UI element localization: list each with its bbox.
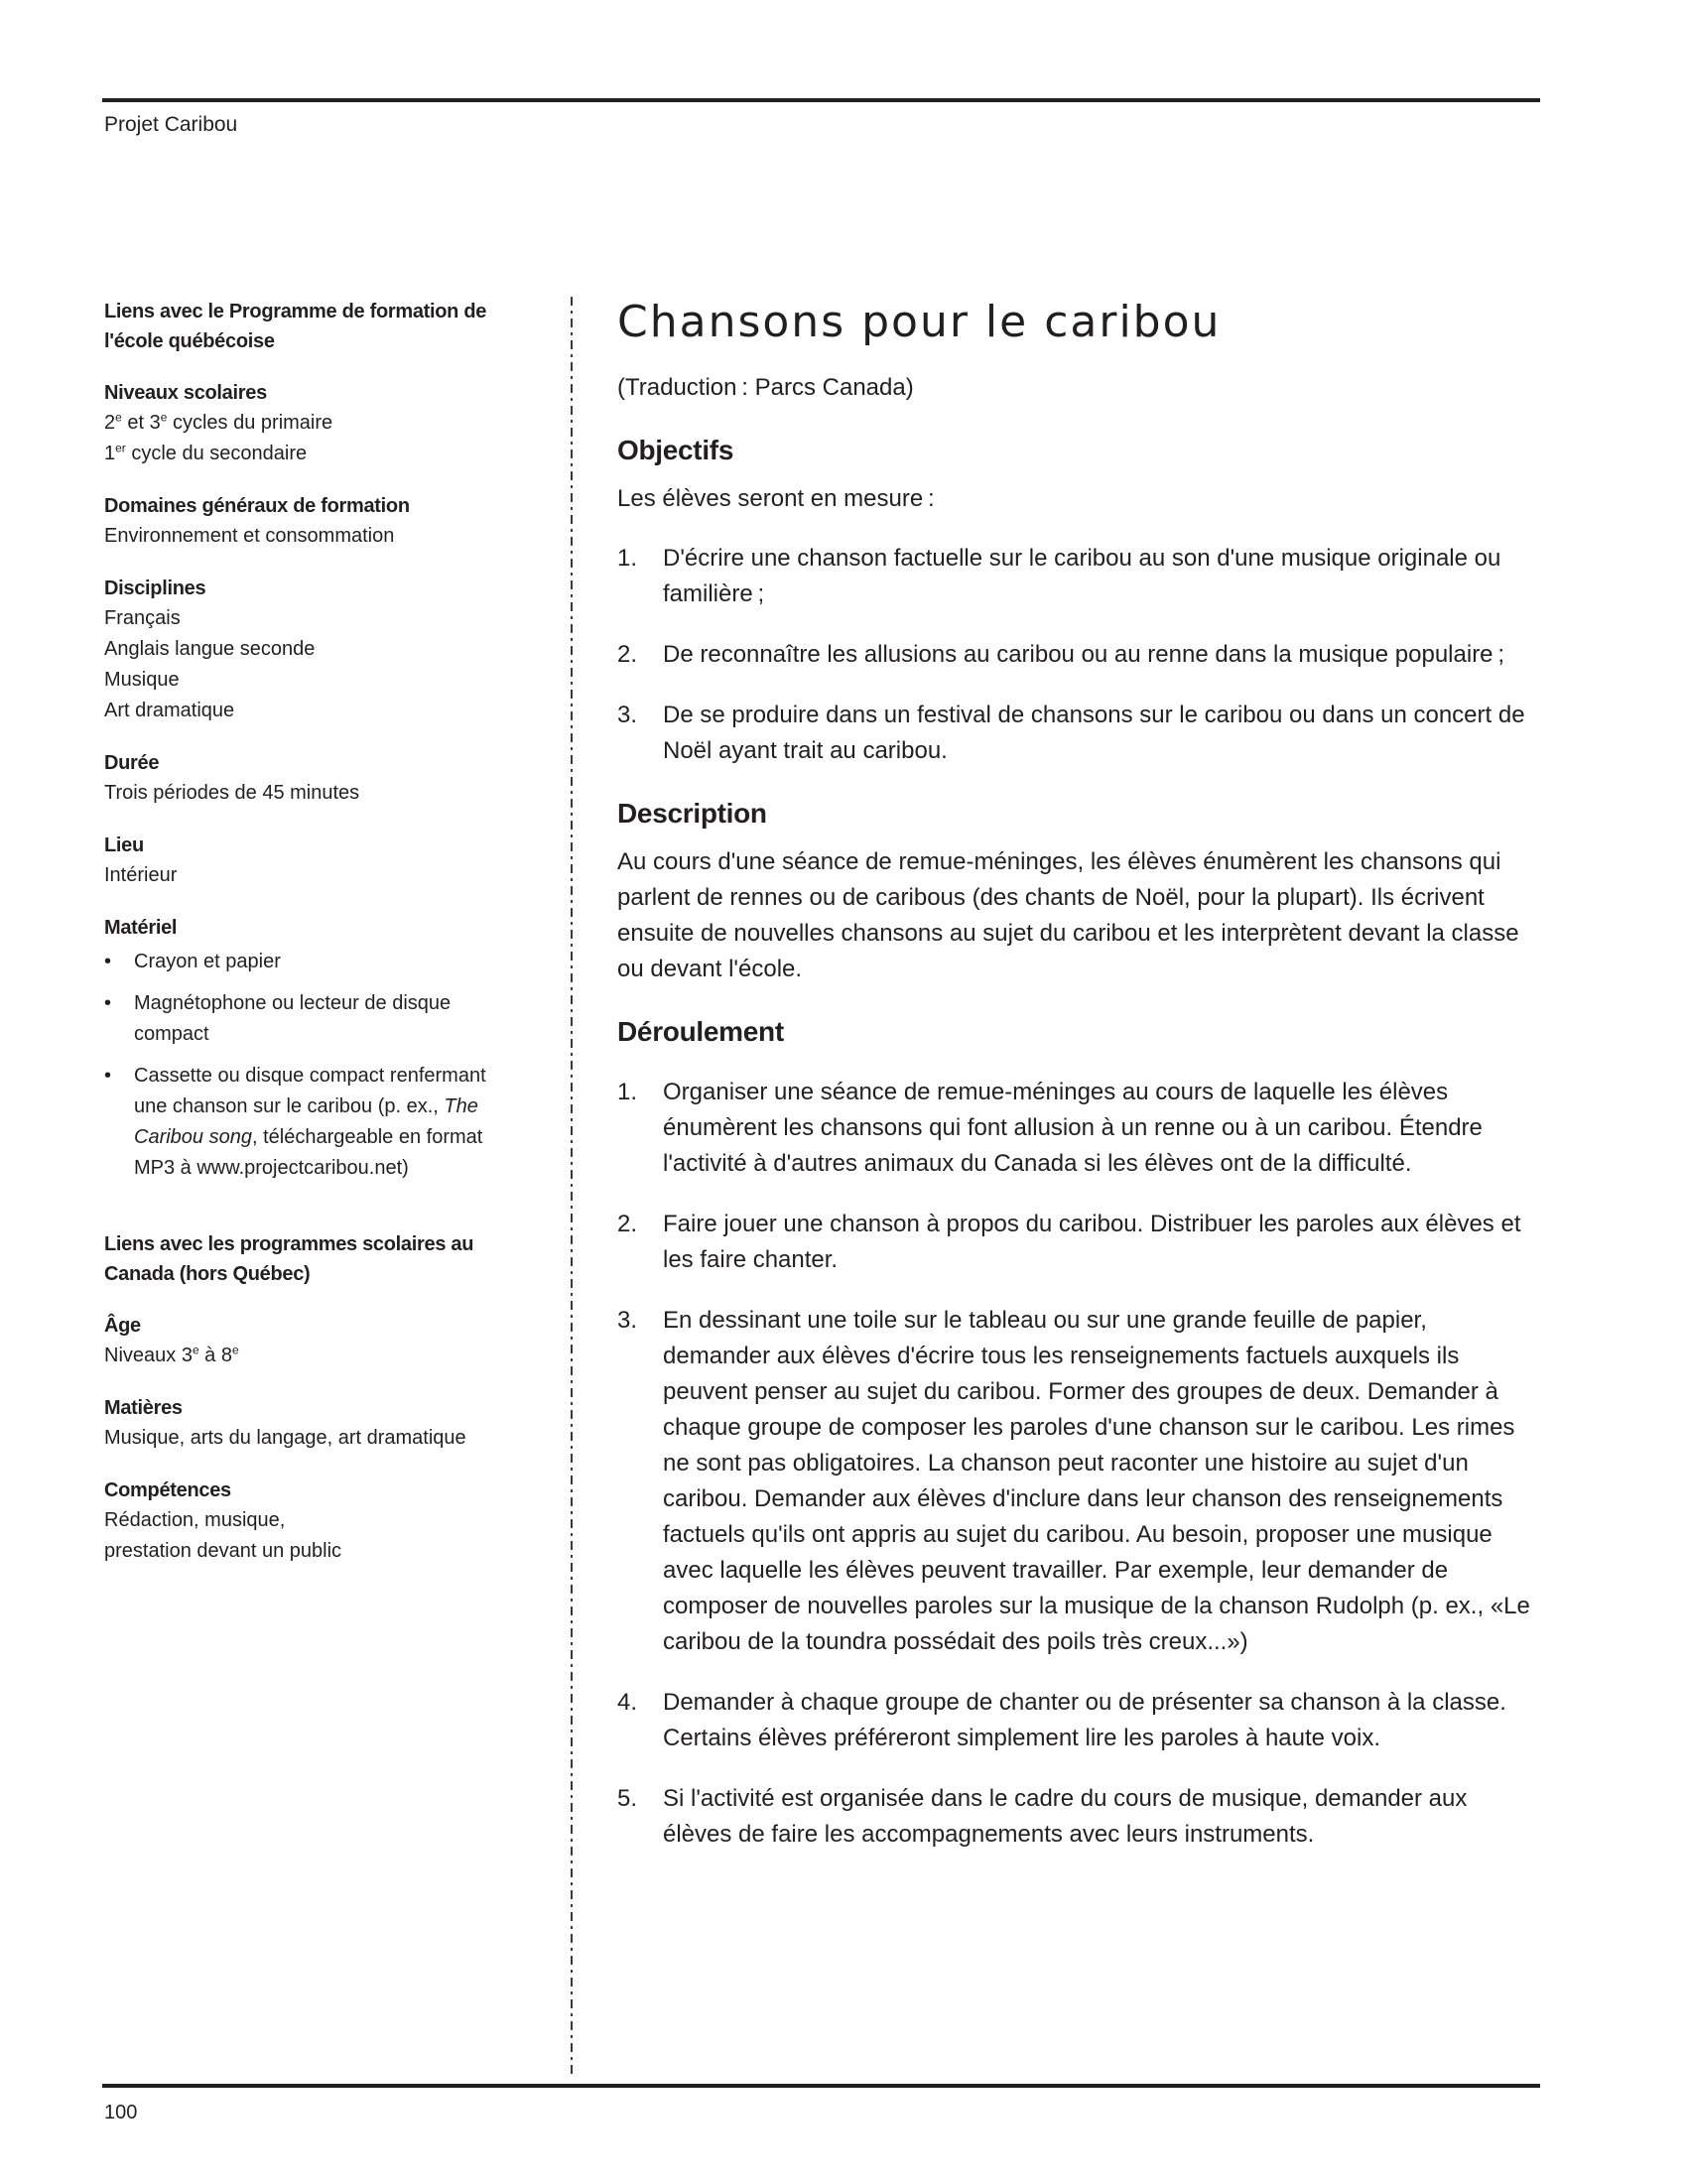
sidebar-line-domaines: Environnement et consommation — [104, 525, 395, 547]
bullet-marker: • — [104, 951, 112, 972]
item-text: Si l'activité est organisée dans le cadre du cours de musique, demander aux élèves de faire les accompagnements avec leurs instruments. — [663, 1785, 1468, 1848]
sidebar-line-competences-1: Rédaction, musique, — [104, 1509, 286, 1531]
objectifs-item-1 — [617, 541, 1540, 612]
item-text: En dessinant une toile sur le tableau ou sur une grande feuille de papier, demander aux élèves d'écrire tous les renseignements factuels auxquels ils peuvent penser au sujet du caribou. Former des groupes de deux. Demander à chaque groupe de composer les paroles d'une chanson sur le caribou. Les rimes ne sont pas obligatoires. La chanson peut raconter une histoire au sujet d'un caribou. Demander aux élèves d'inclure dans leur chanson des renseignements factuels qu'ils ont appris au sujet du caribou. Au besoin, proposer une musique avec laquelle les élèves peuvent travailler. Par exemple, leur demander de composer de nouvelles paroles sur la musique de la chanson Rudolph (p. ex., «Le caribou de la toundra possédait des poils très creux...») — [663, 1307, 1530, 1655]
section-heading-deroulement: Déroulement — [617, 1016, 784, 1047]
running-header: Projet Caribou — [104, 113, 238, 136]
item-number: 3. — [617, 702, 638, 728]
sidebar-heading-disciplines: Disciplines — [104, 578, 206, 599]
sidebar-line-discipline-anglais: Anglais langue seconde — [104, 638, 316, 660]
text-fragment: cycle du secondaire — [125, 443, 308, 464]
materiel-item-text — [134, 1061, 519, 1184]
materiel-item — [104, 1061, 519, 1184]
activity-title: Chansons pour le caribou — [617, 297, 1222, 347]
sidebar-line-niveaux-2 — [104, 439, 519, 469]
item-number: 5. — [617, 1785, 638, 1812]
description-paragraph: Au cours d'une séance de remue-méninges, les élèves énumèrent les chansons qui parlent de rennes ou de caribous (des chants de Noël, pour la plupart). Ils écrivent ensuite de nouvelles chansons au sujet du caribou et les interprètent devant la classe ou devant l'école. — [617, 848, 1519, 982]
item-text: De reconnaître les allusions au caribou ou au renne dans la musique populaire ; — [663, 641, 1505, 668]
sidebar-line-age — [104, 1341, 519, 1371]
objectifs-intro: Les élèves seront en mesure : — [617, 485, 935, 512]
item-text: Faire jouer une chanson à propos du caribou. Distribuer les paroles aux élèves et les faire chanter. — [663, 1211, 1521, 1273]
text-fragment: Cassette ou disque compact renfermant une chanson sur le caribou (p. ex., — [134, 1065, 486, 1117]
sidebar-heading-programmes-canada: Liens avec les programmes scolaires au Canada (hors Québec) — [104, 1233, 474, 1285]
deroulement-item-2 — [617, 1207, 1540, 1278]
top-rule — [102, 98, 1540, 102]
item-text: Demander à chaque groupe de chanter ou de présenter sa chanson à la classe. Certains élèves préféreront simplement lire les paroles à haute voix. — [663, 1689, 1506, 1751]
text-fragment: à 8 — [198, 1345, 232, 1366]
item-text: D'écrire une chanson factuelle sur le caribou au son d'une musique originale ou familière ; — [663, 545, 1501, 607]
text-fragment: et 3 — [121, 412, 161, 434]
item-number: 2. — [617, 641, 638, 668]
item-number: 3. — [617, 1307, 638, 1334]
deroulement-item-5 — [617, 1781, 1540, 1853]
objectifs-item-3 — [617, 698, 1540, 769]
section-heading-objectifs: Objectifs — [617, 435, 734, 465]
item-number: 1. — [617, 1079, 638, 1105]
item-number: 4. — [617, 1689, 638, 1716]
objectifs-list — [617, 541, 1540, 769]
sidebar — [104, 297, 519, 2074]
item-number: 2. — [617, 1211, 638, 1237]
materiel-item-text: Magnétophone ou lecteur de disque compact — [134, 992, 452, 1045]
dashed-column-divider — [571, 297, 573, 2074]
content-area — [104, 297, 1540, 2074]
deroulement-item-4 — [617, 1685, 1540, 1756]
deroulement-list — [617, 1075, 1540, 1853]
sidebar-line-matieres: Musique, arts du langage, art dramatique — [104, 1427, 466, 1449]
item-number: 1. — [617, 545, 638, 572]
materiel-item — [104, 947, 519, 977]
sidebar-line-duree: Trois périodes de 45 minutes — [104, 782, 360, 804]
text-fragment: 2 — [104, 412, 116, 434]
sidebar-line-competences-2: prestation devant un public — [104, 1540, 342, 1562]
superscript: e — [115, 410, 122, 425]
page-number: 100 — [104, 2102, 138, 2123]
sidebar-heading-domaines: Domaines généraux de formation — [104, 495, 410, 517]
main-column — [617, 297, 1540, 2074]
deroulement-item-1 — [617, 1075, 1540, 1182]
translation-credit: (Traduction : Parcs Canada) — [617, 374, 914, 401]
sidebar-heading-duree: Durée — [104, 752, 160, 774]
materiel-item-text: Crayon et papier — [134, 951, 281, 972]
bottom-rule — [102, 2084, 1540, 2088]
text-fragment: Niveaux 3 — [104, 1345, 193, 1366]
sidebar-line-lieu: Intérieur — [104, 864, 178, 886]
deroulement-item-3 — [617, 1303, 1540, 1660]
superscript: e — [192, 1343, 199, 1357]
materiel-list — [104, 947, 519, 1184]
superscript: e — [160, 410, 168, 425]
sidebar-heading-lieu: Lieu — [104, 835, 144, 856]
item-text: Organiser une séance de remue-méninges au cours de laquelle les élèves énumèrent les chansons qui font allusion à un renne ou à un caribou. Étendre l'activité à d'autres animaux du Canada si les élèves ont de la difficulté. — [663, 1079, 1483, 1177]
sidebar-line-niveaux-1 — [104, 408, 519, 439]
text-fragment: 1 — [104, 443, 116, 464]
objectifs-item-2 — [617, 637, 1540, 673]
song-title-italic: The Caribou song — [134, 1095, 478, 1148]
sidebar-line-discipline-art-dramatique: Art dramatique — [104, 700, 235, 721]
sidebar-line-discipline-musique: Musique — [104, 669, 180, 691]
sidebar-heading-niveaux-scolaires: Niveaux scolaires — [104, 382, 267, 404]
item-text: De se produire dans un festival de chansons sur le caribou ou dans un concert de Noël ayant trait au caribou. — [663, 702, 1525, 764]
sidebar-heading-matieres: Matières — [104, 1397, 183, 1419]
sidebar-heading-materiel: Matériel — [104, 917, 178, 939]
text-fragment: cycles du primaire — [167, 412, 333, 434]
sidebar-heading-age: Âge — [104, 1315, 141, 1337]
sidebar-heading-competences: Compétences — [104, 1479, 231, 1501]
materiel-item — [104, 988, 519, 1050]
bullet-marker: • — [104, 992, 112, 1014]
text-fragment: , téléchargeable en format MP3 à www.projectcaribou.net) — [134, 1126, 483, 1179]
superscript: e — [231, 1343, 239, 1357]
sidebar-heading-programme-quebec: Liens avec le Programme de formation de l'école québécoise — [104, 301, 487, 352]
bullet-marker: • — [104, 1065, 112, 1087]
sidebar-line-discipline-francais: Français — [104, 607, 181, 629]
superscript: er — [115, 441, 126, 455]
section-heading-description: Description — [617, 798, 767, 829]
